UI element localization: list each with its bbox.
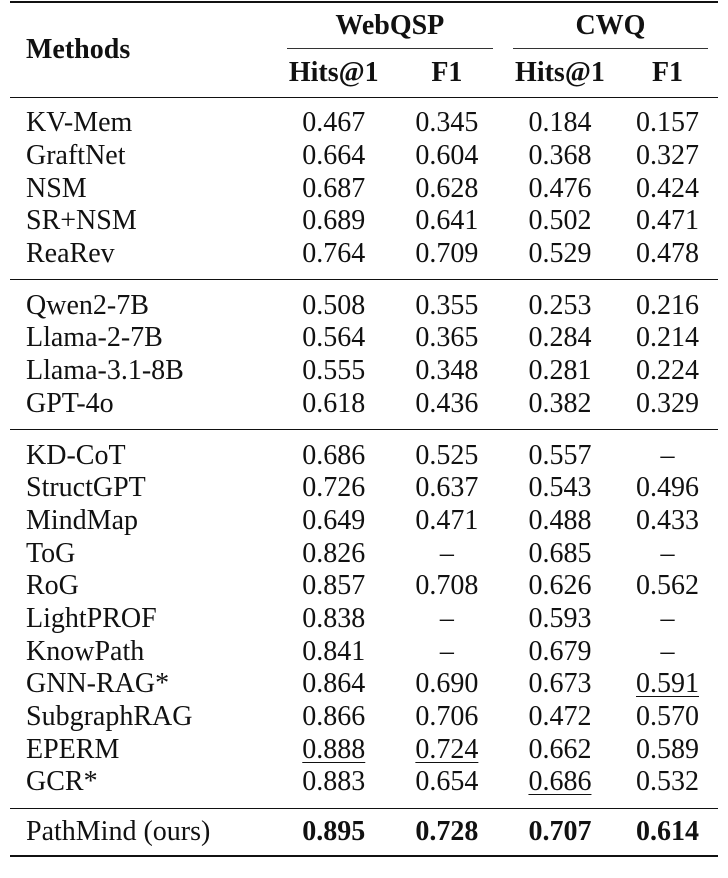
method-name: GPT-4o	[26, 387, 114, 419]
metric-header: Hits@1	[515, 57, 605, 88]
table-row	[10, 505, 718, 538]
table-row	[10, 766, 718, 808]
cell-value: 0.641	[415, 205, 479, 237]
cell-value: 0.348	[415, 355, 479, 387]
webqsp-group-rule	[287, 48, 493, 49]
cwq-group-rule	[513, 48, 708, 49]
cell-value: 0.355	[415, 289, 479, 321]
cell-value: 0.157	[636, 107, 699, 139]
webqsp-group-header: WebQSP	[277, 3, 503, 49]
cell-value: 0.628	[415, 172, 479, 204]
cell-value-second-best: 0.888	[302, 733, 366, 765]
table-row	[10, 537, 718, 570]
cell-value: 0.685	[528, 537, 592, 569]
cell-value: 0.709	[415, 238, 479, 270]
cell-value: 0.637	[415, 472, 479, 504]
cell-value: 0.329	[636, 387, 699, 419]
table-row	[10, 238, 718, 280]
table-row	[10, 140, 718, 173]
cell-value: 0.424	[636, 172, 699, 204]
method-name: GCR*	[26, 766, 98, 798]
table-row	[10, 355, 718, 388]
cell-value: 0.433	[636, 504, 699, 536]
cell-value: 0.649	[302, 504, 366, 536]
cell-value: 0.476	[528, 172, 592, 204]
cell-value: –	[439, 635, 454, 667]
cell-value-second-best: 0.724	[415, 733, 479, 765]
cell-value: 0.488	[528, 504, 592, 536]
cell-value: 0.689	[302, 205, 366, 237]
table-row	[10, 570, 718, 603]
cell-value: 0.841	[302, 635, 366, 667]
cell-value: 0.345	[415, 107, 479, 139]
cell-value: 0.525	[415, 439, 479, 471]
method-name: MindMap	[26, 504, 138, 536]
method-name: GraftNet	[26, 140, 126, 172]
cell-value: 0.502	[528, 205, 592, 237]
cell-value: 0.883	[302, 766, 366, 798]
table-row	[10, 668, 718, 701]
method-name: LightPROF	[26, 602, 157, 634]
cell-value: 0.365	[415, 322, 479, 354]
cell-value: 0.436	[415, 387, 479, 419]
method-name: ToG	[26, 537, 76, 569]
cell-value-best: 0.614	[636, 815, 699, 847]
cell-value: 0.214	[636, 322, 699, 354]
cell-value: 0.471	[415, 504, 479, 536]
methods-header: Methods	[26, 34, 131, 65]
cell-value: 0.593	[528, 602, 592, 634]
cell-value-second-best: 0.686	[528, 766, 592, 798]
cell-value: –	[660, 537, 675, 569]
cell-value: 0.687	[302, 172, 366, 204]
cell-value-best: 0.895	[302, 815, 366, 847]
metric-header: F1	[651, 57, 684, 88]
cell-value: –	[660, 635, 675, 667]
method-name: NSM	[26, 172, 87, 204]
cell-value: 0.664	[302, 140, 366, 172]
cell-value: 0.866	[302, 701, 366, 733]
cell-value: 0.604	[415, 140, 479, 172]
cell-value: 0.284	[528, 322, 592, 354]
table-row	[10, 98, 718, 140]
method-name: EPERM	[26, 733, 120, 765]
method-name: Llama-3.1-8B	[26, 355, 184, 387]
cell-value: 0.826	[302, 537, 366, 569]
cell-value: 0.654	[415, 766, 479, 798]
cell-value: 0.532	[636, 766, 699, 798]
results-table	[10, 1, 718, 857]
cell-value: 0.281	[528, 355, 592, 387]
cell-value: 0.838	[302, 602, 366, 634]
cell-value: –	[660, 439, 675, 471]
method-name: SR+NSM	[26, 205, 137, 237]
cell-value: 0.543	[528, 472, 592, 504]
cell-value: 0.686	[302, 439, 366, 471]
method-name: ReaRev	[26, 238, 115, 270]
cell-value: 0.570	[636, 701, 699, 733]
method-name: KnowPath	[26, 635, 145, 667]
table-row	[10, 472, 718, 505]
cell-value: 0.557	[528, 439, 592, 471]
table-row-ours	[10, 809, 718, 856]
cell-value: 0.708	[415, 570, 479, 602]
cell-value: 0.467	[302, 107, 366, 139]
cell-value: 0.589	[636, 733, 699, 765]
cell-value: 0.184	[528, 107, 592, 139]
cell-value: 0.726	[302, 472, 366, 504]
cwq-group-header: CWQ	[503, 3, 718, 49]
method-name: GNN-RAG*	[26, 668, 170, 700]
cell-value: 0.555	[302, 355, 366, 387]
method-name: KV-Mem	[26, 107, 133, 139]
cell-value: 0.690	[415, 668, 479, 700]
cell-value: 0.679	[528, 635, 592, 667]
table-row	[10, 635, 718, 668]
cell-value: 0.496	[636, 472, 699, 504]
header-row-groups	[10, 3, 718, 49]
cell-value: 0.864	[302, 668, 366, 700]
cell-value: 0.857	[302, 570, 366, 602]
cell-value: 0.478	[636, 238, 699, 270]
cell-value: 0.253	[528, 289, 592, 321]
table-row	[10, 603, 718, 636]
cell-value: 0.706	[415, 701, 479, 733]
metric-header: Hits@1	[288, 57, 379, 88]
table-row	[10, 388, 718, 430]
cell-value: 0.562	[636, 570, 699, 602]
cell-value-best: 0.707	[528, 815, 592, 847]
cell-value: 0.224	[636, 355, 699, 387]
cell-value-second-best: 0.591	[636, 668, 699, 700]
cell-value: 0.564	[302, 322, 366, 354]
cell-value: 0.368	[528, 140, 592, 172]
cell-value: 0.472	[528, 701, 592, 733]
cell-value-best: 0.728	[415, 815, 479, 847]
method-name: StructGPT	[26, 472, 146, 504]
method-name: Qwen2-7B	[26, 289, 149, 321]
method-name: PathMind (ours)	[26, 815, 211, 847]
cell-value: 0.626	[528, 570, 592, 602]
table-row	[10, 430, 718, 472]
table-row	[10, 280, 718, 322]
method-name: KD-CoT	[26, 439, 126, 471]
cell-value: 0.662	[528, 733, 592, 765]
table-row	[10, 172, 718, 205]
table-row	[10, 205, 718, 238]
table-row	[10, 322, 718, 355]
cell-value: –	[439, 537, 454, 569]
cell-value: 0.673	[528, 668, 592, 700]
cell-value: –	[660, 602, 675, 634]
metric-header: F1	[431, 57, 463, 88]
cell-value: 0.618	[302, 387, 366, 419]
cell-value: 0.216	[636, 289, 699, 321]
cell-value: 0.529	[528, 238, 592, 270]
cell-value: 0.471	[636, 205, 699, 237]
method-name: SubgraphRAG	[26, 701, 193, 733]
cell-value: 0.382	[528, 387, 592, 419]
method-name: Llama-2-7B	[26, 322, 163, 354]
cell-value: 0.327	[636, 140, 699, 172]
table-row	[10, 701, 718, 734]
method-name: RoG	[26, 570, 79, 602]
table-row	[10, 733, 718, 766]
cell-value: 0.508	[302, 289, 366, 321]
cell-value: 0.764	[302, 238, 366, 270]
cell-value: –	[439, 602, 454, 634]
